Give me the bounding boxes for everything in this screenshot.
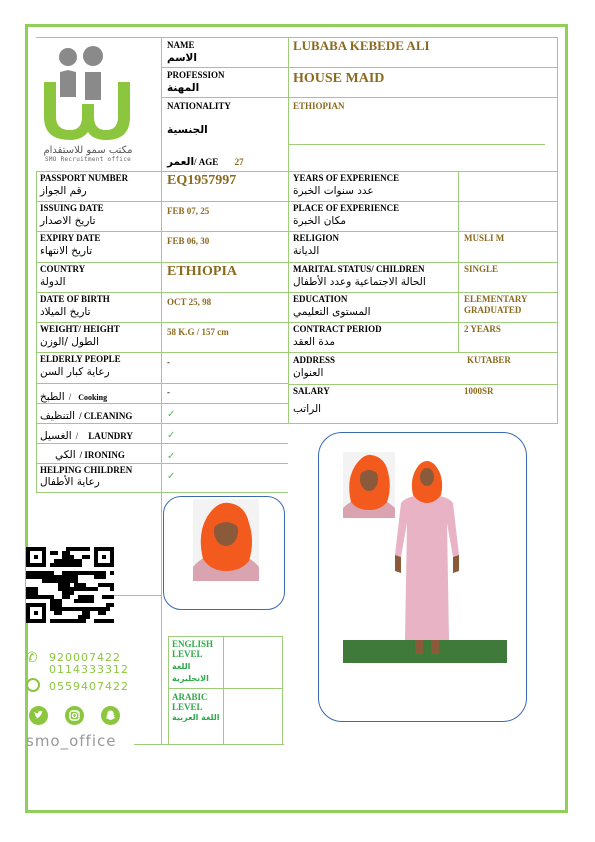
cooking-separator: / bbox=[68, 392, 72, 402]
right-row-label: RELIGION bbox=[293, 233, 340, 243]
left-row-value: 58 K.G / 157 cm bbox=[167, 327, 229, 337]
left-row-label-ar: رقم الجواز bbox=[40, 185, 87, 197]
right-row-label-ar: عدد سنوات الخبرة bbox=[293, 185, 374, 197]
profession-label: PROFESSION bbox=[167, 70, 225, 80]
nationality-label: NATIONALITY bbox=[167, 101, 231, 111]
right-row-label: ADDRESS bbox=[293, 355, 336, 365]
laundry-label bbox=[40, 426, 133, 444]
ironing-check-icon: ✓ bbox=[167, 451, 176, 462]
right-row-label-ar: الديانة bbox=[293, 245, 320, 257]
right-row-label-ar: مكان الخبرة bbox=[293, 215, 347, 227]
age-label: / AGE bbox=[194, 157, 219, 167]
left-row-label: PASSPORT NUMBER bbox=[40, 173, 129, 183]
right-row-label: CONTRACT PERIOD bbox=[293, 324, 382, 334]
helping-children-check-icon: ✓ bbox=[167, 471, 176, 482]
helping-children-label-ar: رعاية الأطفال bbox=[40, 476, 100, 488]
whatsapp-text: 0559407422 bbox=[49, 680, 129, 693]
cooking-label bbox=[40, 387, 107, 405]
left-row-label: ISSUING DATE bbox=[40, 203, 104, 213]
age-value: 27 bbox=[234, 157, 244, 167]
left-row-label: ELDERLY PEOPLE bbox=[40, 354, 121, 364]
cooking-label-en: Cooking bbox=[78, 393, 108, 402]
instagram-icon[interactable] bbox=[65, 706, 84, 725]
left-row-label-ar: رعاية كبار السن bbox=[40, 366, 110, 378]
logo-mark-icon bbox=[38, 42, 138, 142]
english-level-label: ENGLISH LEVEL bbox=[172, 639, 214, 659]
right-row-label: SALARY bbox=[293, 386, 330, 396]
left-row-label-ar: تاريخ الاصدار bbox=[40, 215, 96, 227]
phone2-text: 0114333312 bbox=[49, 663, 129, 676]
age-label-ar: العمر bbox=[167, 156, 195, 168]
ironing-label bbox=[55, 445, 125, 463]
qr-code bbox=[26, 547, 114, 623]
cooking-label-ar: الطبخ bbox=[40, 391, 65, 403]
left-row-label: DATE OF BIRTH bbox=[40, 294, 110, 304]
social-handle: smo_office bbox=[26, 732, 117, 750]
arabic-level-label-ar: اللغة العربية bbox=[172, 713, 220, 722]
right-row-label-ar: المستوى التعليمي bbox=[293, 306, 371, 318]
cleaning-label-ar: التنظيف bbox=[40, 410, 76, 422]
right-row-value: 2 YEARS bbox=[464, 324, 501, 334]
laundry-label-en: LAUNDRY bbox=[88, 431, 133, 441]
nationality-value: ETHIOPIAN bbox=[293, 101, 345, 111]
right-row-value: 1000SR bbox=[464, 386, 494, 396]
english-level-label-ar: اللغة الانجليزية bbox=[172, 662, 209, 683]
age-field bbox=[167, 156, 244, 168]
laundry-check-icon: ✓ bbox=[167, 430, 176, 441]
whatsapp-icon bbox=[26, 678, 40, 692]
passport-photo bbox=[193, 499, 259, 581]
right-row-value: KUTABER bbox=[467, 355, 511, 365]
right-row-label: YEARS OF EXPERIENCE bbox=[293, 173, 400, 183]
right-row-value: SINGLE bbox=[464, 264, 499, 274]
cleaning-label-en: / CLEANING bbox=[79, 411, 133, 421]
phone-icon: ✆ bbox=[26, 651, 38, 666]
logo-english-text: SMO Recruitment office bbox=[44, 156, 132, 163]
left-row-value: EQ1957997 bbox=[167, 173, 237, 188]
cooking-value: - bbox=[167, 387, 170, 397]
logo-arabic-text: مكتب سمو للاستقدام bbox=[43, 145, 133, 156]
cleaning-check-icon: ✓ bbox=[167, 409, 176, 420]
right-row-label-ar: الحالة الاجتماعية وعدد الأطفال bbox=[293, 276, 426, 288]
nationality-label-ar: الجنسية bbox=[167, 124, 208, 136]
left-row-value: - bbox=[167, 357, 170, 367]
right-row-label: MARITAL STATUS/ CHILDREN bbox=[293, 264, 425, 274]
helping-children-label: HELPING CHILDREN bbox=[40, 465, 133, 475]
profession-value: HOUSE MAID bbox=[293, 71, 385, 86]
right-row-label-ar: الراتب bbox=[293, 403, 322, 415]
phone1-text: 920007422 bbox=[49, 651, 121, 664]
cleaning-label bbox=[40, 406, 132, 424]
company-logo bbox=[38, 42, 138, 172]
right-row-label: EDUCATION bbox=[293, 294, 348, 304]
left-row-label: EXPIRY DATE bbox=[40, 233, 101, 243]
name-value: LUBABA KEBEDE ALI bbox=[293, 38, 430, 53]
laundry-label-ar: الغسيل bbox=[40, 430, 72, 442]
ironing-label-ar: الكي bbox=[55, 449, 76, 461]
left-row-label-ar: تاريخ الانتهاء bbox=[40, 245, 93, 257]
right-row-label-ar: العنوان bbox=[293, 367, 324, 379]
left-row-value: FEB 07, 25 bbox=[167, 206, 210, 216]
twitter-icon[interactable] bbox=[29, 706, 48, 725]
left-row-value: ETHIOPIA bbox=[167, 264, 238, 279]
right-row-label-ar: مدة العقد bbox=[293, 336, 335, 348]
snapchat-icon[interactable] bbox=[101, 706, 120, 725]
left-row-value: OCT 25, 98 bbox=[167, 297, 212, 307]
left-row-label-ar: الطول /الوزن bbox=[40, 336, 99, 348]
left-row-label: WEIGHT/ HEIGHT bbox=[40, 324, 120, 334]
profession-label-ar: المهنة bbox=[167, 82, 200, 94]
left-row-label: COUNTRY bbox=[40, 264, 86, 274]
left-row-label-ar: تاريخ الميلاد bbox=[40, 306, 91, 318]
left-row-label-ar: الدولة bbox=[40, 276, 66, 288]
ironing-label-en: / IRONING bbox=[79, 450, 125, 460]
right-row-value: MUSLI M bbox=[464, 233, 505, 243]
full-body-photo bbox=[343, 455, 507, 663]
name-label-ar: الاسم bbox=[167, 52, 197, 64]
left-row-value: FEB 06, 30 bbox=[167, 236, 210, 246]
name-label: NAME bbox=[167, 40, 195, 50]
right-row-label: PLACE OF EXPERIENCE bbox=[293, 203, 400, 213]
laundry-separator: / bbox=[75, 431, 79, 441]
arabic-level-label: ARABIC LEVEL bbox=[172, 692, 208, 712]
right-row-value: ELEMENTARY GRADUATED bbox=[464, 294, 528, 315]
